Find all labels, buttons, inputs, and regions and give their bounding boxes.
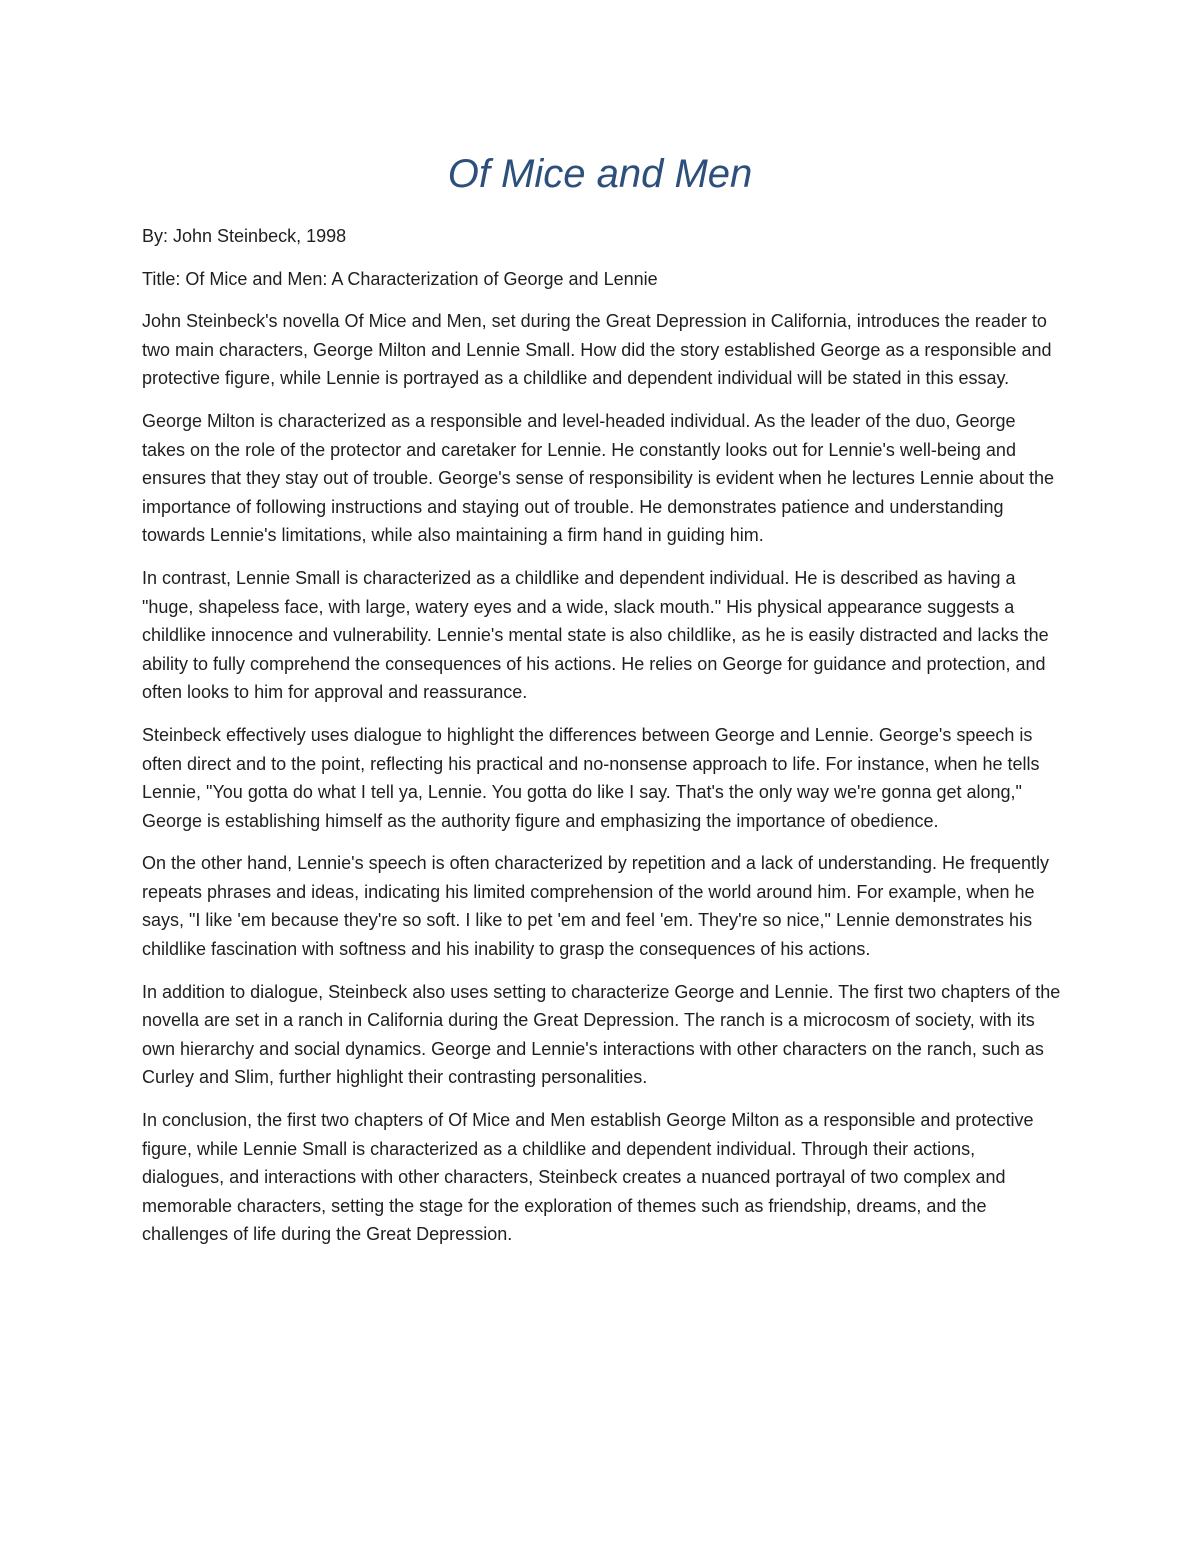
paragraph: In conclusion, the first two chapters of Of Mice and Men establish George Milton as a responsible and protective figure, while Lennie Small is characterized as a childlike and dependent individual. Through their actions, dialogues, and interactions with other characters, Steinbeck creates a nuanced portrayal of two complex and memorable characters, setting the stage for the exploration of themes such as friendship, dreams, and the challenges of life during the Great Depression. bbox=[142, 1110, 1034, 1245]
document-title: Of Mice and Men bbox=[447, 152, 753, 196]
paragraph: George Milton is characterized as a responsible and level-headed individual. As the leader of the duo, George takes on the role of the protector and caretaker for Lennie. He constantly looks out for Lennie's well-being and ensures that they stay out of trouble. George's sense of responsibility is evident when he lectures Lennie about the importance of following instructions and staying out of trouble. He demonstrates patience and understanding towards Lennie's limitations, while also maintaining a firm hand in guiding him. bbox=[142, 410, 1054, 546]
paragraph: On the other hand, Lennie's speech is often characterized by repetition and a lack of understanding. He frequently repeats phrases and ideas, indicating his limited comprehension of the world around him. For example, when he says, "I like 'em because they're so soft. I like to pet 'em and feel 'em. They're so nice," Lennie demonstrates his childlike fascination with softness and his inability to grasp the consequences of his actions. bbox=[142, 853, 1050, 960]
paragraph: John Steinbeck's novella Of Mice and Men, set during the Great Depression in California, introduces the reader to two main characters, George Milton and Lennie Small. How did the story established George as a responsible and protective figure, while Lennie is portrayed as a childlike and dependent individual will be stated in this essay. bbox=[142, 311, 1052, 389]
paragraph: Steinbeck effectively uses dialogue to highlight the differences between George and Lennie. George's speech is often direct and to the point, reflecting his practical and no-nonsense approach to life. For instance, when he tells Lennie, "You gotta do what I tell ya, Lennie. You gotta do like I say. That's the only way we're gonna get along," George is establishing himself as the authority figure and emphasizing the importance of obedience. bbox=[142, 724, 1040, 831]
essay-title: Title: Of Mice and Men: A Characterization of George and Lennie bbox=[142, 268, 658, 289]
paragraph: In contrast, Lennie Small is characterized as a childlike and dependent individual. He is described as having a "huge, shapeless face, with large, watery eyes and a wide, slack mouth." His physical appearance suggests a childlike innocence and vulnerability. Lennie's mental state is also childlike, as he is easily distracted and lacks the ability to fully comprehend the consequences of his actions. He relies on George for guidance and protection, and often looks to him for approval and reassurance. bbox=[142, 567, 1049, 703]
document-body bbox=[142, 222, 1062, 1263]
byline: By: John Steinbeck, 1998 bbox=[142, 226, 347, 246]
paragraph: In addition to dialogue, Steinbeck also uses setting to characterize George and Lennie. The first two chapters of the novella are set in a ranch in California during the Great Depression. The ranch is a microcosm of society, with its own hierarchy and social dynamics. George and Lennie's interactions with other characters on the ranch, such as Curley and Slim, further highlight their contrasting personalities. bbox=[142, 981, 1061, 1088]
